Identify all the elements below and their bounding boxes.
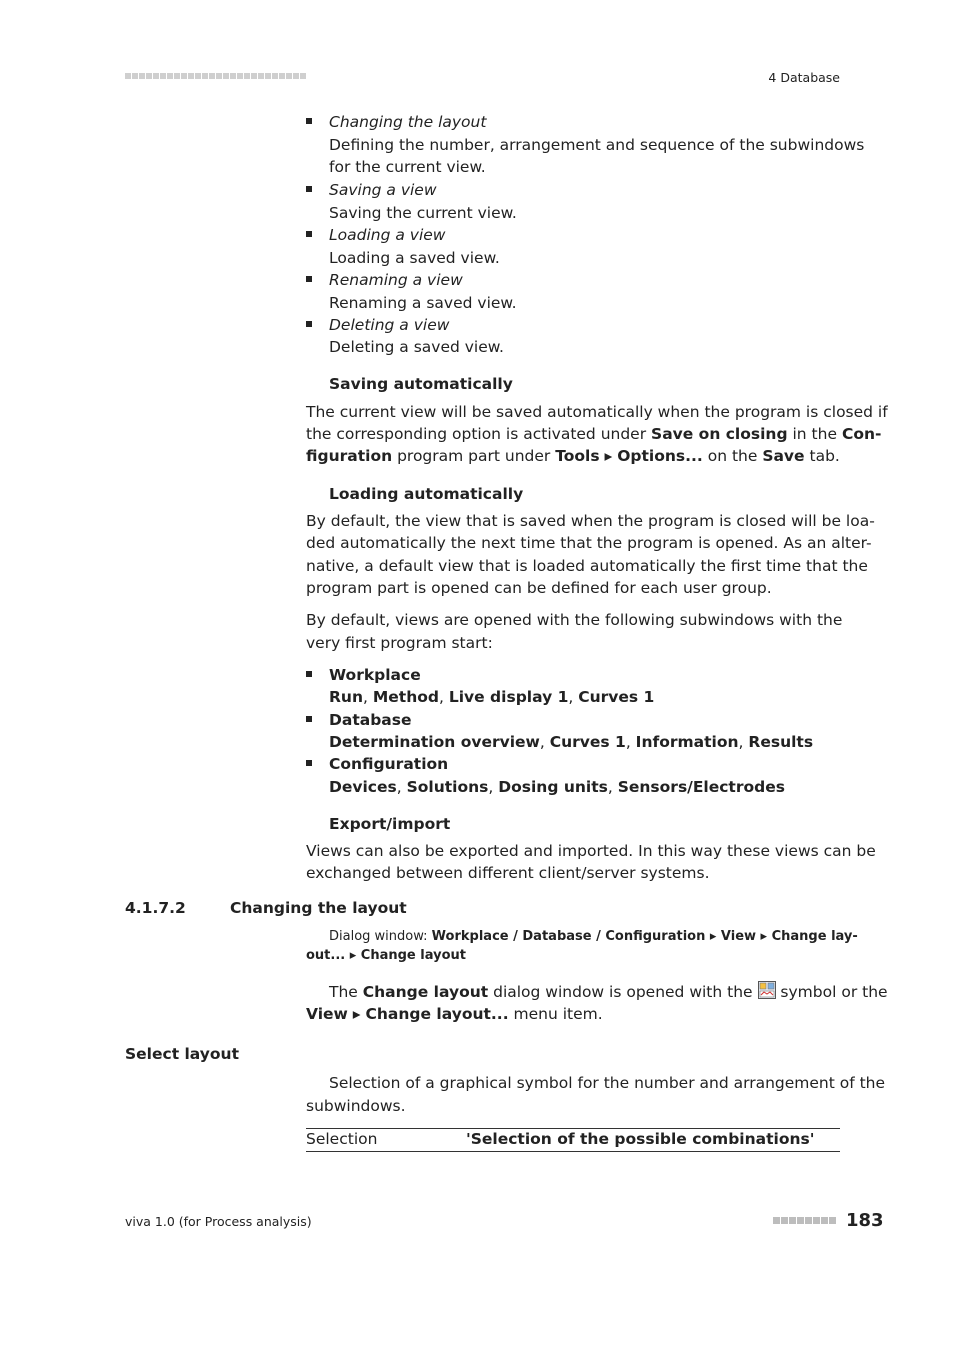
paragraph-line: By default, the view that is saved when the program is closed will be loa- [306,512,875,530]
table-label: Selection [306,1130,378,1148]
list-item: Changing the layout [329,111,486,133]
list-item-desc: Devices, Solutions, Dosing units, Sensors/Electrodes [329,778,785,796]
footer-decoration [773,1217,836,1224]
paragraph-line: very first program start: [306,634,493,652]
subheading: Export/import [329,815,451,833]
list-item-desc: Determination overview, Curves 1, Information, Results [329,733,814,751]
list-item-desc: Renaming a saved view. [329,294,517,312]
paragraph-line: By default, views are opened with the following subwindows with the [306,611,843,629]
list-item-desc: Saving the current view. [329,204,517,222]
paragraph-line: subwindows. [306,1097,406,1115]
paragraph-line: native, a default view that is loaded automatically the first time that the [306,557,868,575]
list-item-desc: for the current view. [329,158,486,176]
section-number: 4.1.7.2 [125,899,186,917]
list-item: Deleting a view [329,314,449,336]
header-chapter: 4 Database [768,70,840,85]
paragraph-line: The Change layout dialog window is opened with the symbol or the [329,983,888,1001]
header-decoration [125,73,306,81]
subheading: Loading automatically [329,485,524,503]
paragraph-line: Views can also be exported and imported. In this way these views can be [306,842,876,860]
list-item: Workplace [329,664,421,686]
list-item: Database [329,709,412,731]
list-item: Loading a view [329,224,445,246]
paragraph-line: ded automatically the next time that the program is opened. As an alter- [306,534,872,552]
paragraph-line: the corresponding option is activated under Save on closing in the Con- [306,425,882,443]
list-item: Saving a view [329,179,437,201]
paragraph-line: Selection of a graphical symbol for the number and arrangement of the [329,1074,886,1092]
footer-product: viva 1.0 (for Process analysis) [125,1214,312,1229]
paragraph-line: The current view will be saved automatically when the program is closed if [306,403,888,421]
list-item-desc: Deleting a saved view. [329,338,504,356]
paragraph-line: exchanged between different client/server systems. [306,864,710,882]
list-item: Renaming a view [329,269,463,291]
list-item-desc: Run, Method, Live display 1, Curves 1 [329,688,655,706]
list-item-desc: Defining the number, arrangement and sequence of the subwindows [329,136,865,154]
paragraph-line: program part is opened can be defined for each user group. [306,579,772,597]
table-value: 'Selection of the possible combinations' [466,1130,815,1148]
list-item: Configuration [329,753,448,775]
paragraph-line: View ▸ Change layout... menu item. [306,1005,603,1023]
select-layout-heading: Select layout [125,1045,239,1063]
selection-table-row [306,1128,840,1152]
section-title: Changing the layout [230,899,407,917]
paragraph-line: figuration program part under Tools ▸ Options... on the Save tab. [306,447,840,465]
change-layout-icon[interactable] [758,981,776,999]
subheading: Saving automatically [329,375,513,393]
page-number: 183 [846,1210,884,1231]
list-item-desc: Loading a saved view. [329,249,500,267]
